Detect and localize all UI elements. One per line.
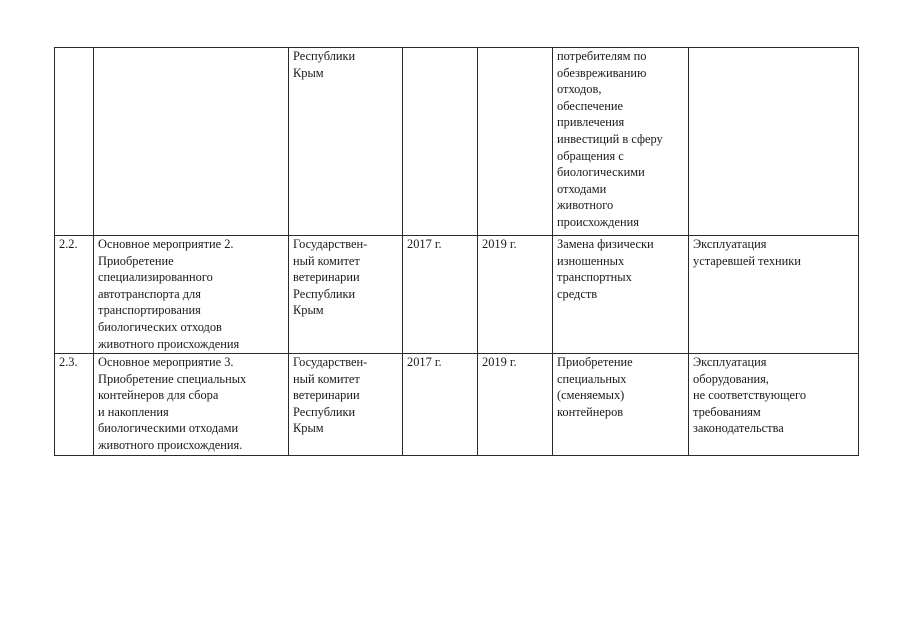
start-year-cell <box>403 48 478 236</box>
executor-cell: Государствен- ный комитет ветеринарии Республики Крым <box>289 354 403 456</box>
expected-result-cell: потребителям по обезвреживанию отходов, обеспечение привлечения инвестиций в сферу обращения с биологическими отходами животного происхождения <box>553 48 689 236</box>
executor-cell: Государствен- ный комитет ветеринарии Республики Крым <box>289 236 403 354</box>
start-year-cell: 2017 г. <box>403 236 478 354</box>
table-row <box>55 48 859 236</box>
end-year-cell: 2019 г. <box>478 354 553 456</box>
row-number-cell: 2.3. <box>55 354 94 456</box>
start-year-cell: 2017 г. <box>403 354 478 456</box>
table-row <box>55 354 859 456</box>
expected-result-cell: Замена физически изношенных транспортных средств <box>553 236 689 354</box>
expected-result-cell: Приобретение специальных (сменяемых) контейнеров <box>553 354 689 456</box>
table-row <box>55 236 859 354</box>
row-number-cell <box>55 48 94 236</box>
consequences-cell: Эксплуатация оборудования, не соответствующего требованиям законодательства <box>689 354 859 456</box>
measure-name-cell: Основное мероприятие 3. Приобретение специальных контейнеров для сбора и накопления биологическими отходами животного происхождения. <box>94 354 289 456</box>
row-number-cell: 2.2. <box>55 236 94 354</box>
consequences-cell: Эксплуатация устаревшей техники <box>689 236 859 354</box>
measure-name-cell: Основное мероприятие 2. Приобретение специализированного автотранспорта для транспортирования биологических отходов животного происхождения <box>94 236 289 354</box>
executor-cell: Республики Крым <box>289 48 403 236</box>
end-year-cell: 2019 г. <box>478 236 553 354</box>
end-year-cell <box>478 48 553 236</box>
measure-name-cell <box>94 48 289 236</box>
consequences-cell <box>689 48 859 236</box>
measures-table <box>54 47 859 456</box>
